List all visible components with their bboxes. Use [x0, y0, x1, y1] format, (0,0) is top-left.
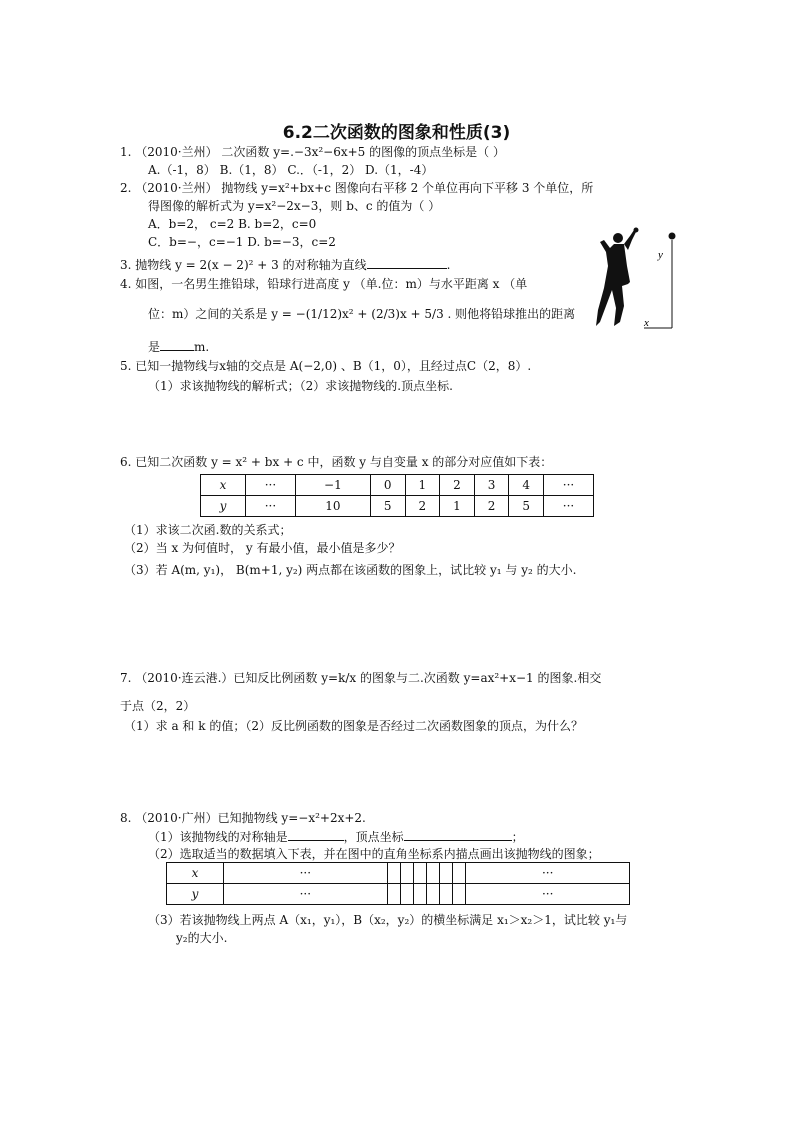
table-row — [201, 475, 594, 496]
table-cell[interactable] — [426, 884, 439, 905]
q3-end: . — [446, 258, 451, 272]
table-cell[interactable] — [413, 863, 426, 884]
q8-sub1-end: ； — [511, 830, 524, 844]
table-cell: ··· — [246, 475, 296, 496]
q4-stem-line1: 4. 如图，一名男生推铅球，铅球行进高度 y （单.位：m）与水平距离 x （单 — [120, 277, 528, 291]
table-cell: 0 — [370, 475, 405, 496]
table-cell[interactable] — [387, 863, 400, 884]
table-cell[interactable] — [400, 863, 413, 884]
q7-stem-line1: 7. （2010·连云港.）已知反比例函数 y=k/x 的图象与二.次函数 y=ax²+x−1 的图象.相交 — [120, 671, 602, 685]
table-cell: y — [201, 496, 246, 517]
table-row — [167, 884, 630, 905]
q7-stem-line3: （1）求 a 和 k 的值；（2）反比例函数的图象是否经过二次函数图象的顶点，为什么？ — [124, 719, 583, 733]
q1-options: A.（-1，8） B.（1，8） C.．（-1，2） D.（1，-4） — [148, 163, 434, 177]
table-cell: ··· — [466, 863, 630, 884]
table-cell: 10 — [295, 496, 370, 517]
fig-label-y: y — [658, 249, 663, 261]
table-cell: 2 — [405, 496, 440, 517]
table-cell: 5 — [509, 496, 544, 517]
q8-sub3-line2: y₂的大小. — [176, 931, 228, 945]
shot-put-figure — [594, 226, 686, 334]
q2-options-ab: A．b=2， c=2 B. b=2，c=0 — [148, 217, 317, 231]
athlete-silhouette — [596, 228, 639, 327]
q6-sub2: （2）当 x 为何值时， y 有最小值，最小值是多少？ — [124, 541, 401, 555]
table-row — [167, 863, 630, 884]
q3-answer-blank[interactable] — [367, 256, 447, 269]
table-cell[interactable] — [426, 863, 439, 884]
table-cell: 1 — [405, 475, 440, 496]
table-cell: 4 — [509, 475, 544, 496]
q2-stem-line2: 得图像的解析式为 y=x²−2x−3，则 b、c 的值为（ ） — [148, 199, 441, 213]
table-cell[interactable] — [453, 884, 466, 905]
table-cell: ··· — [544, 496, 594, 517]
q8-vertex-blank[interactable] — [404, 828, 512, 841]
table-cell[interactable] — [400, 884, 413, 905]
q4-stem-line3 — [148, 338, 209, 355]
table-cell: 1 — [440, 496, 475, 517]
q8-fill-table — [166, 862, 630, 905]
q6-sub1: （1）求该二次函.数的关系式； — [124, 523, 292, 537]
table-row — [201, 496, 594, 517]
q8-sub3-line1: （3）若该抛物线上两点 A（x₁，y₁），B（x₂，y₂）的横坐标满足 x₁＞x₂＞1，试比较 y₁与 — [148, 913, 628, 927]
table-cell[interactable] — [413, 884, 426, 905]
q4-unit: m. — [194, 340, 210, 354]
q3-stem — [120, 256, 450, 273]
q8-axis-blank[interactable] — [288, 828, 344, 841]
q4-stem-line2: 位：m）之间的关系是 y = −(1/12)x² + (2/3)x + 5/3 . 则他将铅球推出的距离 — [148, 307, 576, 321]
q6-stem: 6. 已知二次函数 y = x² + bx + c 中，函数 y 与自变量 x 的部分对应值如下表： — [120, 455, 553, 469]
q6-sub3: （3）若 A(m, y₁)， B(m+1, y₂) 两点都在该函数的图象上，试比较 y₁ 与 y₂ 的大小. — [124, 563, 577, 577]
q8-vertex-label: ，顶点坐标 — [343, 830, 404, 844]
q5-stem-line1: 5. 已知一抛物线与x轴的交点是 A(−2,0) 、B（1，0），且经过点C（2，8）. — [120, 359, 532, 373]
q2-stem-line1: 2. （2010·兰州） 抛物线 y=x²+bx+c 图像向右平移 2 个单位再向下平移 3 个单位，所 — [120, 181, 594, 195]
table-cell: x — [167, 863, 224, 884]
table-cell: 2 — [440, 475, 475, 496]
q2-options-cd: C．b=−，c=−1 D. b=−3，c=2 — [148, 235, 336, 249]
q4-prefix: 是 — [148, 340, 161, 354]
q8-sub1 — [148, 828, 524, 845]
q8-sub2: （2）选取适当的数据填入下表，并在图中的直角坐标系内描点画出该抛物线的图象； — [148, 847, 600, 861]
shot-ball — [669, 233, 676, 240]
table-cell: 3 — [474, 475, 509, 496]
table-cell[interactable] — [440, 884, 453, 905]
table-cell[interactable] — [440, 863, 453, 884]
table-cell: ··· — [224, 863, 388, 884]
q6-value-table — [200, 474, 594, 517]
q1-stem: 1. （2010·兰州） 二次函数 y=.−3x²−6x+5 的图像的顶点坐标是（ ） — [120, 145, 505, 159]
table-cell: −1 — [295, 475, 370, 496]
table-cell: x — [201, 475, 246, 496]
page-title: 6.2二次函数的图象和性质(3) — [282, 123, 511, 143]
table-cell: ··· — [544, 475, 594, 496]
q3-text: 3. 抛物线 y = 2(x − 2)² + 3 的对称轴为直线 — [120, 258, 367, 272]
q8-axis-label: （1）该抛物线的对称轴是 — [148, 830, 288, 844]
table-cell: 5 — [370, 496, 405, 517]
q5-stem-line2: （1）求该抛物线的解析式；（2）求该抛物线的.顶点坐标. — [148, 379, 453, 393]
fig-label-x: x — [644, 317, 649, 329]
q7-stem-line2: 于点（2，2） — [120, 699, 196, 713]
table-cell: ··· — [246, 496, 296, 517]
table-cell: ··· — [466, 884, 630, 905]
table-cell: y — [167, 884, 224, 905]
table-cell[interactable] — [387, 884, 400, 905]
table-cell: ··· — [224, 884, 388, 905]
q4-answer-blank[interactable] — [160, 338, 194, 351]
table-cell[interactable] — [453, 863, 466, 884]
table-cell: 2 — [474, 496, 509, 517]
q8-stem: 8. （2010·广州）已知抛物线 y=−x²+2x+2. — [120, 811, 366, 825]
